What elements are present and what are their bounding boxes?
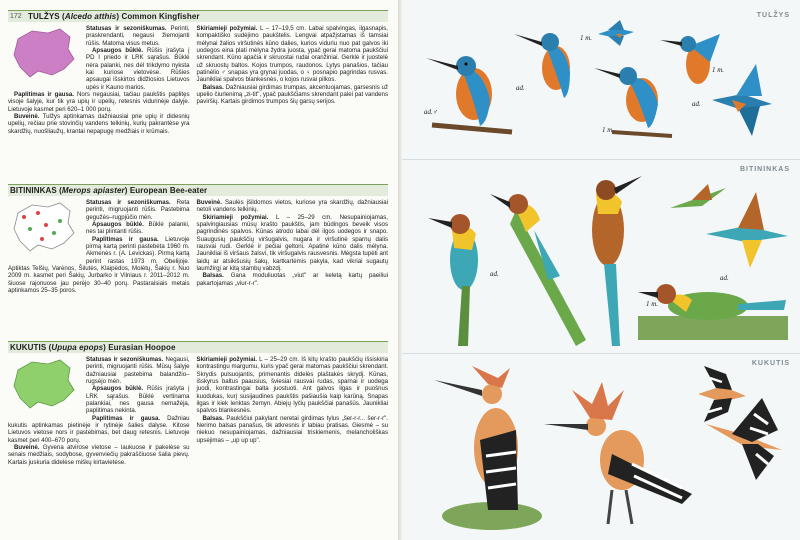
plate-bee-eater	[402, 160, 800, 354]
species-header	[8, 10, 388, 22]
illustration-page	[402, 0, 800, 540]
page-number: 172	[10, 13, 22, 20]
age-sex-label: ad.	[720, 274, 729, 282]
bee-eater-illustration	[638, 260, 788, 340]
species-title: BITININKAS (Merops apiaster) European Bee-eater	[10, 186, 208, 195]
distribution-map	[8, 25, 80, 83]
distribution-map	[8, 199, 80, 257]
species-text-col-a: Statusas ir sezoniškumas. Reta perinti, migruojanti rūšis. Pastebima gegužės–rugpjūčio mėn. Apsaugos būklė. Būklė palanki, nes tai plintanti rūšis. Paplitimas ir gausa. Lietuvoje pirmą kartą perinti pastebėta 1960 m. Akmenės r. (A. Levickas). Pirmą kartą perint rastas 1973 m. Obelijoje. Aptiktas Telšių, Varėnos, Šilutės, Klaipėdos, Molėtų, Šakių r. Nuo 2009 m. kasmet peri Šakių, Jurbarko ir Vilniaus r. 2011–2012 m. šiuose rajonuose jau perėjo 30–40 porų. Pastaraisiais metais aptinkamos 25–35 poros.	[8, 199, 190, 295]
bee-eater-illustration	[574, 170, 644, 350]
species-text-col-b: Skiriamieji požymiai. L – 25–29 cm. Iš kitų krašto paukščių išsiskiria kontrastingu margumu, kuris ypač gerai matomas paukščiui skrendant. Skrydis pulsuojantis, primenantis didelės plaštakės skrydį. Kūnas, išskyrus baltus paausius, šviesiai rausvai rudas, sparnai ir uodega juodi, kontrastingai balta juostuoti. Ant galvos ilgas ir puošnus kuodukas, kurį susijaudines paukštis pašiaušia kaip karūną. Snapas ilgas ir kiek lenktas žemyn. Abiejų lyčių paukščiai panašūs. Jaunikliai spalvos blankesnės. Balsas. Paukščiui pakylant neretai girdimas tylus „šer-r-r... šer-r-r". Nerimo balsas panašus, tik atkresnis ir labiau pratisas. Giesmė – su niekuo nesupainiojamas, dažniausiai triskiemenis, melancholiškas upsėjimas – „up up up".	[196, 356, 388, 444]
age-sex-label: 1 m.	[602, 126, 615, 134]
plate-title: KUKUTIS	[751, 360, 790, 367]
species-text-col-a: Statusas ir sezoniškumas. Negausi, perinti, migruojanti rūšis. Mūsų šalyje dažniausiai pastebima balandžio–rugsėjo mėn. Apsaugos būklė. Rūšis įrašyta į LRK sąrašus. Būklė vertinama palankiai, nes gausa nemažėja, paplitimas nekinta. Paplitimas ir gausa. Dažniau kukutis aptinkamas pietinėje ir rytinėje šalies dalyse. Kitose Lietuvos vietose nors ir pastebimas, bet daug retesnis. Lietuvoje kasmet peri 400–670 porų. Buveinė. Gyvena atvirose vietose – laukuose ir pakelėse su senais medžiais, sodybose, gyvenviečių pakraščiuose šalia pievų. Kartais juskuria didelėse miškų kirtavietėse.	[8, 356, 190, 466]
distribution-map	[8, 356, 80, 414]
age-sex-label: 1 m.	[712, 66, 725, 74]
species-text-col-b: Buveinė. Saulės įšildomos vietos, kuriose yra skardžių, dažniausiai netoli vandens telkinių. Skiriamieji požymiai. L – 25–29 cm. Nesupainiojamas, spalvingiausias mūsų krašto paukštis, jam būdingos beveik visos pagrindinės spalvos. Kūnas atrodo labai dėl ilgos uodegos ir snapo. Suaugusių paukščių viršugalvis, nugara ir viršutinė sparnų dalis rausvai rudi. Gerklė ir pečiai geltoni. Apatinė kūno dalis mėlyna. Jaunikliai iš viršaus žalsvi, tik viršugalvis rausvesnis. Mėgsta tupėti ant laidų ar atsikišusių šakų, kartkartėmis pakyla, kad vikriai sugautų laumžirgį ar kitą stambų vabzdį. Balsas. Gana moduliuotas „viut" ar keletą kartų paeiliui pakartojamas „viur-r-r".	[196, 199, 389, 287]
hoopoe-flying-illustration	[702, 394, 792, 484]
species-header	[8, 341, 388, 353]
age-sex-label: ad.♂	[424, 108, 438, 116]
plate-hoopoe	[402, 354, 800, 540]
species-title: TULŽYS (Alcedo atthis) Common Kingfisher	[28, 12, 200, 21]
age-sex-label: ad.	[516, 84, 525, 92]
species-section-bee-eater	[8, 184, 388, 337]
plate-kingfisher	[402, 0, 800, 160]
kingfisher-flying-illustration	[594, 20, 638, 48]
species-text-col-a: Statusas ir sezoniškumas. Perinti, praskrendanti, negausi žiemojanti rūšis. Matoma visus metus. Apsaugos būklė. Rūšis įrašyta į PD I priedo ir LRK sąrašus. Būklė nėra palanki, nes dėl trikdymo nyksta kai kuriose vietovėse. Rūšies apsaugai išskirtos didžiosios Lietuvos upės ir Kauno marios. Paplitimas ir gausa. Nors negausiai, tačiau paukštis paplitęs visoje šalyje, kur tik yra upių ir upelių, retesnis vidurinėje dalyje. Lietuvoje kasmet peri 620–1 000 porų. Buveinė. Tulžys aptinkamas dažniausiai prie upių ir didesnių upelių, rečiau prie stovinčių vandens telkinių, kurių pakrantėse yra skardžių, nuošliaužų, krantai nepapugę medžiais ir krūmais.	[8, 25, 190, 135]
age-sex-label: 1 m.	[580, 34, 593, 42]
species-text-col-b: Skiriamieji požymiai. L – 17–19,5 cm. Labai spalvingas, ilgasnapis, kompaktiško sudėjimo paukštelis. Lengvai atpažįstamas iš tamsiai mėlynai žalios viršutinės kūno dalies, kurios viduriu nuo pat galvos iki uodegos eina plati mėlyna žydra juosta, ypač gerai matoma paukščiui skrendant. Kūno apačia ir skruostai rudai oranžiniai. Gerklė ir juostelė už skruostų baltos. Kojos trumpos, raudonos. Lytys panašios, tačiau patinėlio ♂ snapas yra grynai juodas, o ♀ posnapio pagrindas rusvas. Jaunikliai spalvos blankesnės, o kojos rusvai pilkos. Balsas. Dažniausiai girdimas trumpas, akcentuojamas, garsesnis už upelio čiurlenimą „zi-tit", ypač paukščiams skrendant palei pat vandens paviršių. Kartais girdimos trumpos šių garsų serijos.	[196, 25, 389, 106]
hoopoe-illustration	[542, 364, 702, 534]
text-page	[0, 0, 398, 540]
hoopoe-illustration	[432, 360, 552, 536]
age-sex-label: ad.	[692, 100, 701, 108]
bee-eater-illustration	[426, 190, 496, 350]
species-header	[8, 184, 388, 196]
plate-title: TULŽYS	[756, 12, 790, 19]
species-section-kingfisher	[8, 10, 388, 180]
age-sex-label: ad.	[490, 270, 499, 278]
kingfisher-illustration	[422, 40, 522, 140]
age-sex-label: 1 m.	[646, 300, 659, 308]
plate-title: BITININKAS	[739, 166, 790, 173]
bee-eater-flying-illustration	[702, 190, 792, 270]
species-title: KUKUTIS (Upupa epops) Eurasian Hoopoe	[10, 343, 176, 352]
species-section-hoopoe	[8, 341, 388, 531]
